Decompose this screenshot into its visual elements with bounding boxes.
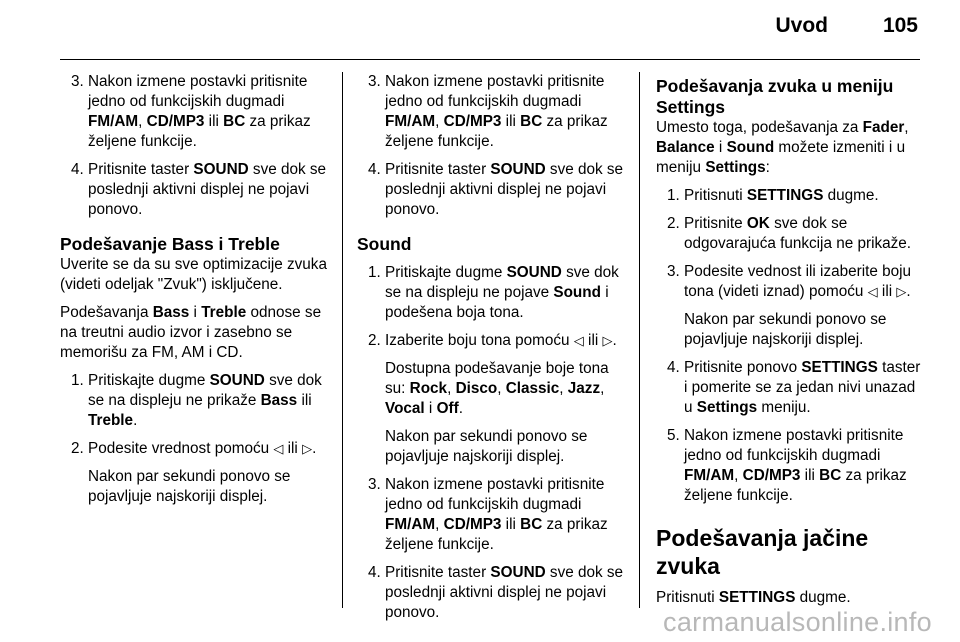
arrow-right-icon: ▷ bbox=[896, 284, 907, 299]
column-2 bbox=[357, 72, 629, 631]
paragraph: Uverite se da su sve optimizacije zvuka (videti odeljak "Zvuk") isključene. bbox=[60, 256, 327, 293]
arrow-left-icon: ◁ bbox=[867, 284, 878, 299]
list-item: 4. Pritisnite taster SOUND sve dok se poslednji aktivni displej ne pojavi ponovo. bbox=[88, 160, 330, 220]
section-heading: Podešavanja zvuka u meniju Settings bbox=[656, 76, 894, 117]
note: Dostupna podešavanje boje tona su: Rock, Disco, Classic, Jazz, Vocal i Off. bbox=[385, 360, 609, 417]
list-item: 3. Nakon izmene postavki pritisnite jedno od funkcijskih dugmadi FM/AM, CD/MP3 ili BC za prikaz željene funkcije. bbox=[385, 475, 629, 555]
paragraph: Podešavanja Bass i Treble odnose se na treutni audio izvor i zasebno se memorišu za FM, AM i CD. bbox=[60, 304, 322, 361]
steps-list bbox=[357, 263, 629, 623]
steps-list bbox=[60, 72, 330, 220]
arrow-left-icon: ◁ bbox=[573, 333, 584, 348]
note: Nakon par sekundi ponovo se pojavljuje najskoriji displej. bbox=[684, 311, 887, 348]
list-item: 4. Pritisnite taster SOUND sve dok se poslednji aktivni displej ne pojavi ponovo. bbox=[385, 160, 629, 220]
section-heading: Sound bbox=[357, 234, 412, 254]
steps-list bbox=[357, 72, 629, 220]
list-item: 2. Pritisnite OK sve dok se odgovarajuća funkcija ne prikaže. bbox=[684, 214, 926, 254]
list-item: 5. Nakon izmene postavki pritisnite jedno od funkcijskih dugmadi FM/AM, CD/MP3 ili BC za prikaz željene funkcije. bbox=[684, 426, 926, 506]
list-item: 2. Podesite vrednost pomoću ◁ ili ▷. Nakon par sekundi ponovo se pojavljuje najskoriji displej. bbox=[88, 439, 330, 507]
steps-list bbox=[60, 371, 330, 507]
section-title: Uvod bbox=[775, 14, 828, 37]
column-1 bbox=[60, 72, 330, 515]
list-item: 3. Podesite vednost ili izaberite boju tona (videti iznad) pomoću ◁ ili ▷. Nakon par sekundi ponovo se pojavljuje najskoriji displej. bbox=[684, 262, 926, 350]
page-number: 105 bbox=[882, 14, 918, 37]
paragraph: Umesto toga, podešavanja za Fader, Balance i Sound možete izmeniti i u meniju Settings: bbox=[656, 119, 909, 176]
list-item: 2. Izaberite boju tona pomoću ◁ ili ▷. Dostupna podešavanje boje tona su: Rock, Disco, Classic, Jazz, Vocal i Off. Nakon par sekundi ponovo se pojavljuje najskoriji displej. bbox=[385, 331, 629, 467]
column-3 bbox=[656, 72, 926, 616]
header-rule bbox=[60, 59, 920, 60]
arrow-right-icon: ▷ bbox=[602, 333, 613, 348]
list-item: 1. Pritiskajte dugme SOUND sve dok se na displeju ne pojave Sound i podešena boja tona. bbox=[385, 263, 629, 323]
list-item: 4. Pritisnite taster SOUND sve dok se poslednji aktivni displej ne pojavi ponovo. bbox=[385, 563, 629, 623]
note: Nakon par sekundi ponovo se pojavljuje najskoriji displej. bbox=[88, 468, 291, 505]
section-heading-large: Podešavanja jačine zvuka bbox=[656, 525, 869, 579]
column-divider-1 bbox=[342, 72, 343, 608]
list-item: 3. Nakon izmene postavki pritisnite jedno od funkcijskih dugmadi FM/AM, CD/MP3 ili BC za prikaz željene funkcije. bbox=[385, 72, 629, 152]
steps-list bbox=[656, 186, 926, 506]
list-item: 4. Pritisnite ponovo SETTINGS taster i pomerite se za jedan nivi unazad u Settings meniju. bbox=[684, 358, 926, 418]
note: Nakon par sekundi ponovo se pojavljuje najskoriji displej. bbox=[385, 428, 588, 465]
list-item: 1. Pritisnuti SETTINGS dugme. bbox=[684, 186, 926, 206]
watermark: carmanualsonline.info bbox=[663, 607, 932, 637]
list-item: 1. Pritiskajte dugme SOUND sve dok se na displeju ne prikaže Bass ili Treble. bbox=[88, 371, 330, 431]
paragraph: Pritisnuti SETTINGS dugme. bbox=[656, 589, 851, 606]
column-divider-2 bbox=[639, 72, 640, 608]
section-heading: Podešavanje Bass i Treble bbox=[60, 234, 280, 254]
arrow-left-icon: ◁ bbox=[273, 441, 284, 456]
list-item: 3. Nakon izmene postavki pritisnite jedno od funkcijskih dugmadi FM/AM, CD/MP3 ili BC za prikaz željene funkcije. bbox=[88, 72, 330, 152]
arrow-right-icon: ▷ bbox=[302, 441, 313, 456]
